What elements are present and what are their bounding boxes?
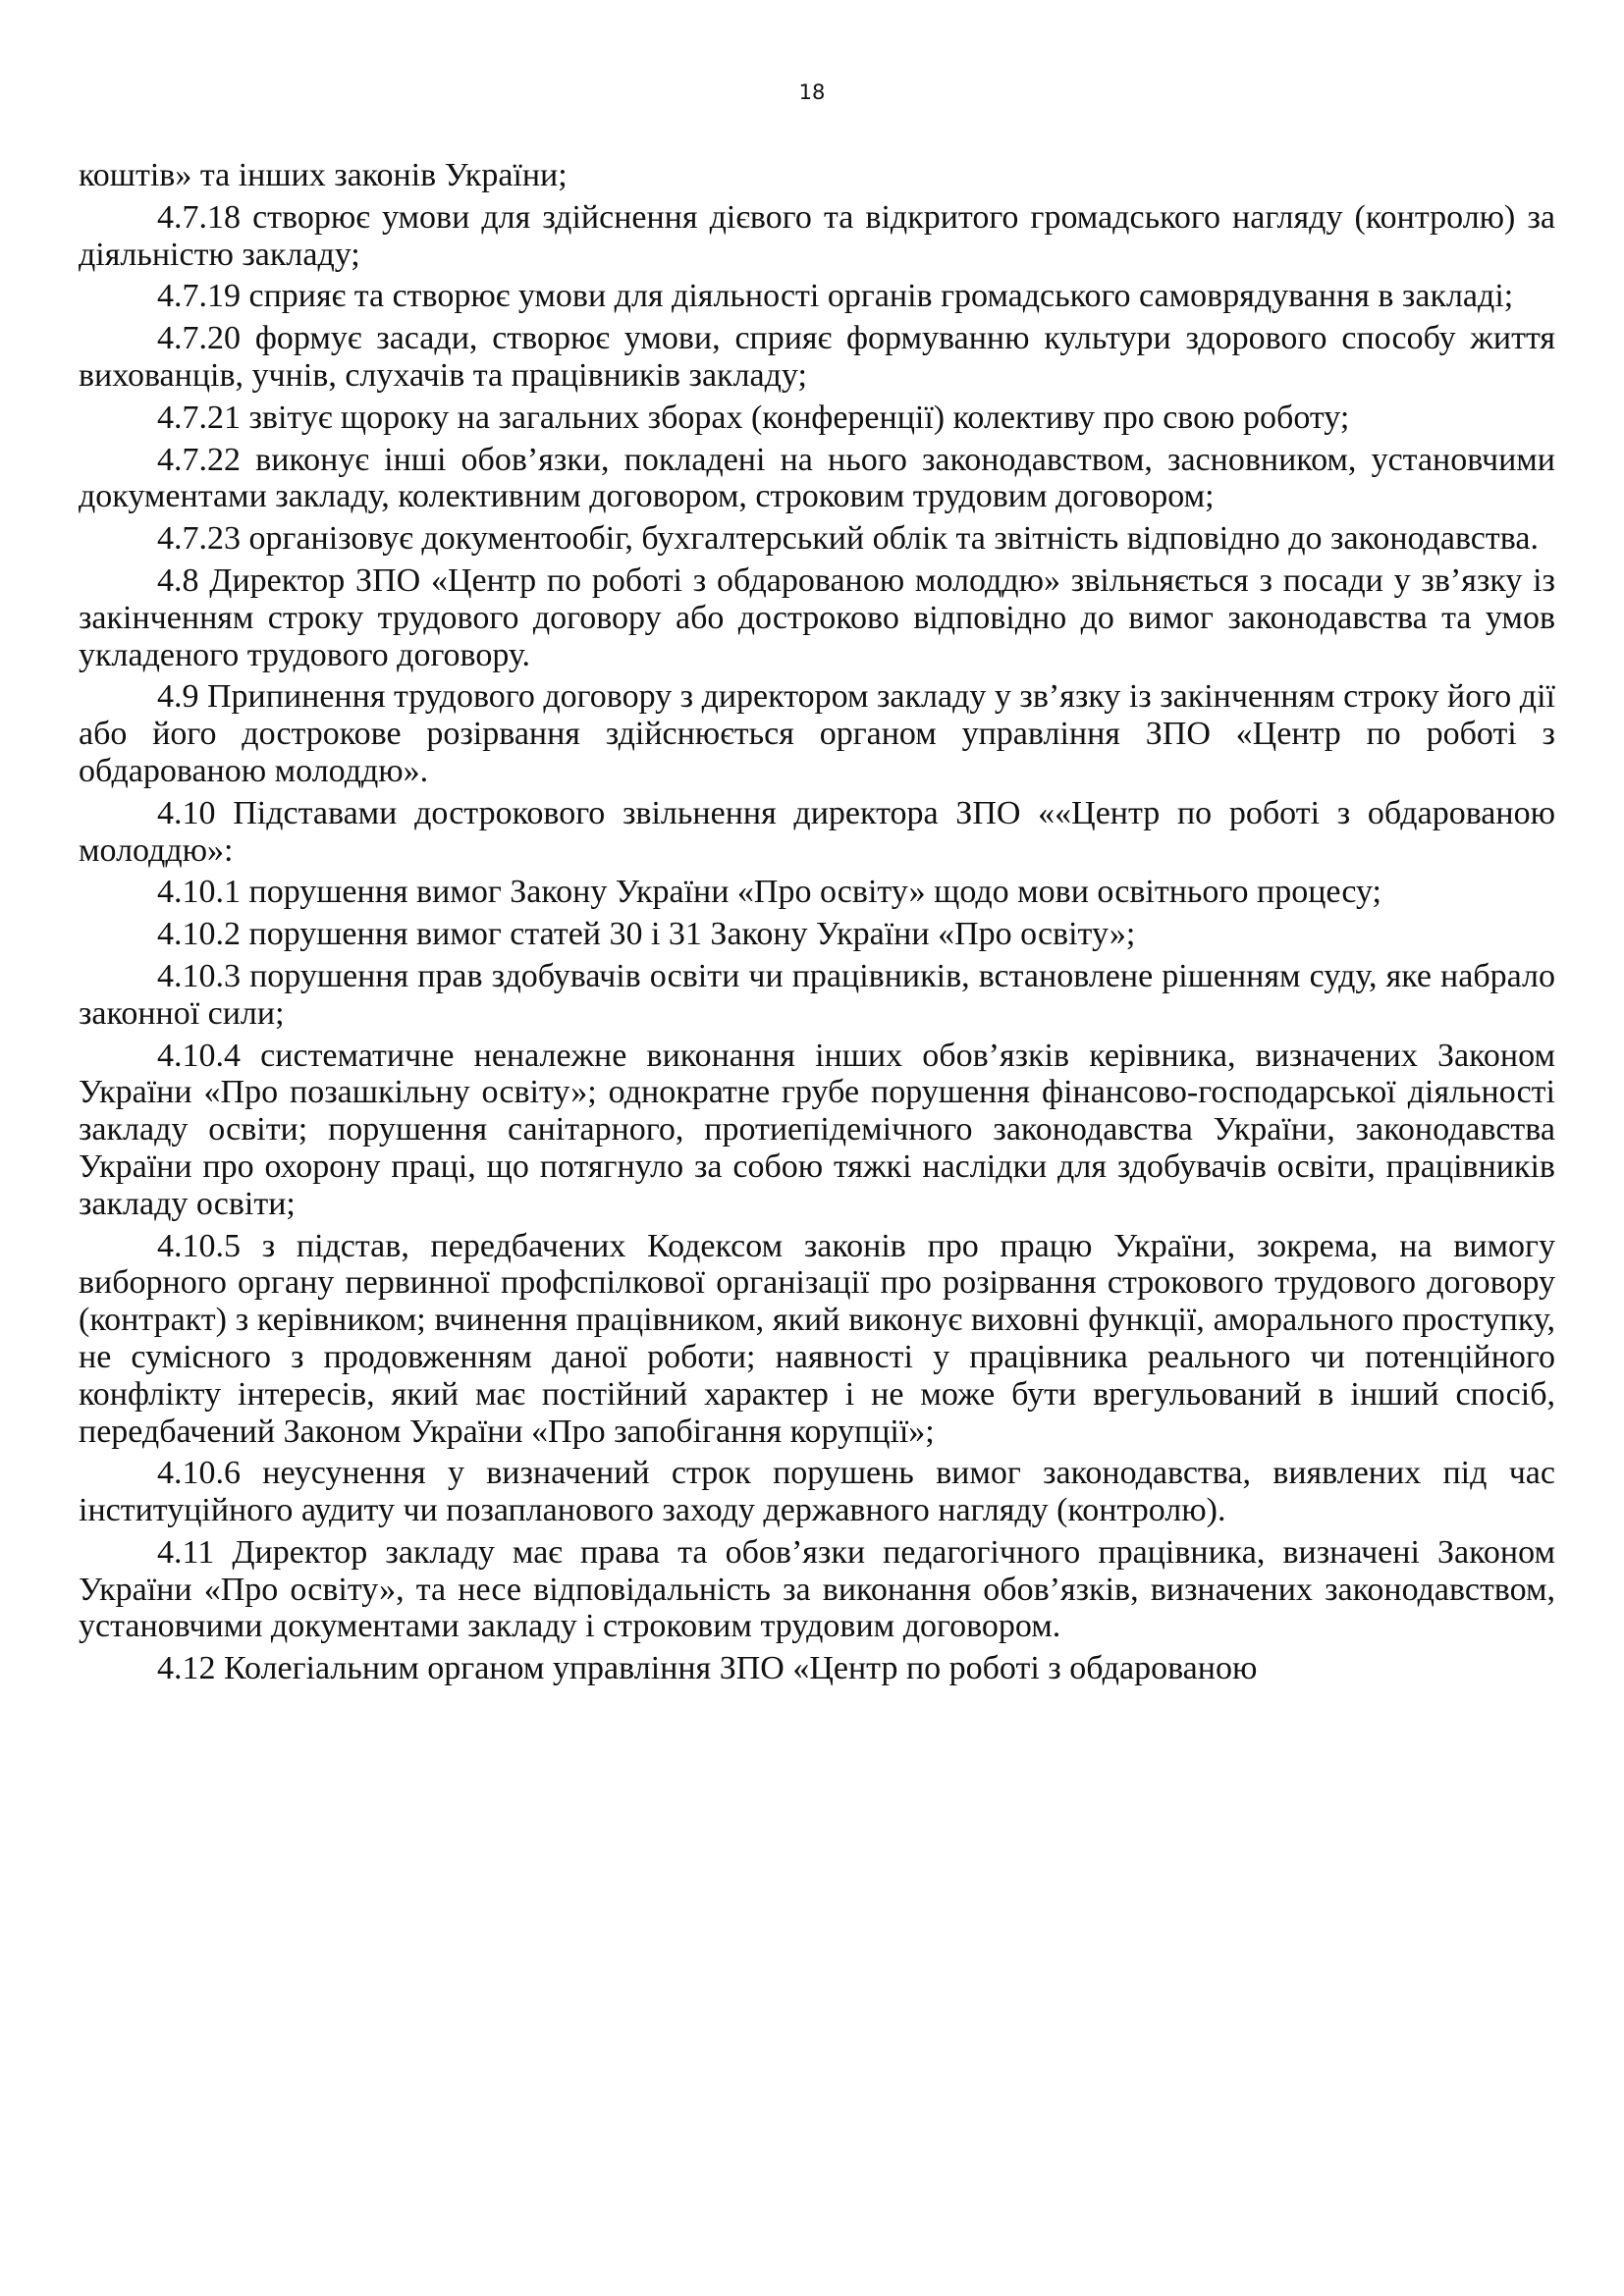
clause-4-7-20: 4.7.20 формує засади, створює умови, сприяє формуванню культури здорового способу життя вихованців, учнів, слухачів та працівників закладу; [79, 320, 1555, 394]
clause-4-7-21: 4.7.21 звітує щороку на загальних зборах (конференції) колективу про свою роботу; [157, 399, 1350, 436]
clause-4-10-3: 4.10.3 порушення прав здобувачів освіти чи працівників, встановлене рішенням суду, яке набрало законної сили; [79, 957, 1555, 1032]
clause-4-7-18: 4.7.18 створює умови для здійснення дієвого та відкритого громадського нагляду (контролю) за діяльністю закладу; [79, 198, 1555, 273]
clause-4-10-1: 4.10.1 порушення вимог Закону України «Про освіту» щодо мови освітнього процесу; [157, 874, 1381, 911]
page-number: 18 [798, 80, 826, 104]
clause-4-10-6: 4.10.6 неусунення у визначений строк порушень вимог законодавства, виявлених під час інституційного аудиту чи позапланового заходу державного нагляду (контролю). [79, 1455, 1555, 1529]
clause-4-11: 4.11 Директор закладу має права та обов’язки педагогічного працівника, визначені Законом України «Про освіту», та несе відповідальність за виконання обов’язків, визначених законодавством, установчими документами закладу і строковим трудовим договором. [79, 1533, 1555, 1645]
clause-4-10: 4.10 Підставами дострокового звільнення директора ЗПО ««Центр по роботі з обдарованою молоддю»: [79, 794, 1555, 869]
clause-4-7-19: 4.7.19 сприяє та створює умови для діяльності органів громадського самоврядування в закладі; [157, 278, 1514, 315]
clause-4-7-22: 4.7.22 виконує інші обов’язки, покладені на нього законодавством, засновником, установчими документами закладу, колективним договором, строковим трудовим договором; [79, 441, 1555, 515]
clause-4-10-4: 4.10.4 систематичне неналежне виконання інших обов’язків керівника, визначених Законом України «Про позашкільну освіту»; однократне грубе порушення фінансово-господарської діяльності закладу освіти; порушення санітарного, протиепідемічного законодавства України, законодавства України про охорону праці, що потягнуло за собою тяжкі наслідки для здобувачів освіти, працівників закладу освіти; [79, 1037, 1555, 1222]
clause-4-7-23: 4.7.23 організовує документообіг, бухгалтерський облік та звітність відповідно до законодавства. [157, 520, 1539, 558]
clause-4-12: 4.12 Колегіальним органом управління ЗПО «Центр по роботі з обдарованою [157, 1650, 1258, 1687]
clause-4-10-5: 4.10.5 з підстав, передбачених Кодексом законів про працю України, зокрема, на вимогу виборного органу первинної профспілкової організації про розірвання строкового трудового договору (контракт) з керівником; вчинення працівником, який виконує виховні функції, аморального проступку, не сумісного з продовженням даної роботи; наявності у працівника реального чи потенційного конфлікту інтересів, який має постійний характер і не може бути врегульований в інший спосіб, передбачений Законом України «Про запобігання корупції»; [79, 1227, 1555, 1450]
clause-4-9: 4.9 Припинення трудового договору з директором закладу у зв’язку із закінченням строку його дії або його дострокове розірвання здійснюється органом управління ЗПО «Центр по роботі з обдарованою молоддю». [79, 678, 1555, 789]
clause-4-10-2: 4.10.2 порушення вимог статей 30 і 31 Закону України «Про освіту»; [157, 916, 1136, 953]
paragraph-continuation: коштів» та інших законів України; [79, 157, 568, 193]
clause-4-8: 4.8 Директор ЗПО «Центр по роботі з обдарованою молоддю» звільняється з посади у зв’язку із закінченням строку трудового договору або достроково відповідно до вимог законодавства та умов укладеного трудового договору. [79, 561, 1555, 673]
document-body [79, 157, 1555, 1692]
